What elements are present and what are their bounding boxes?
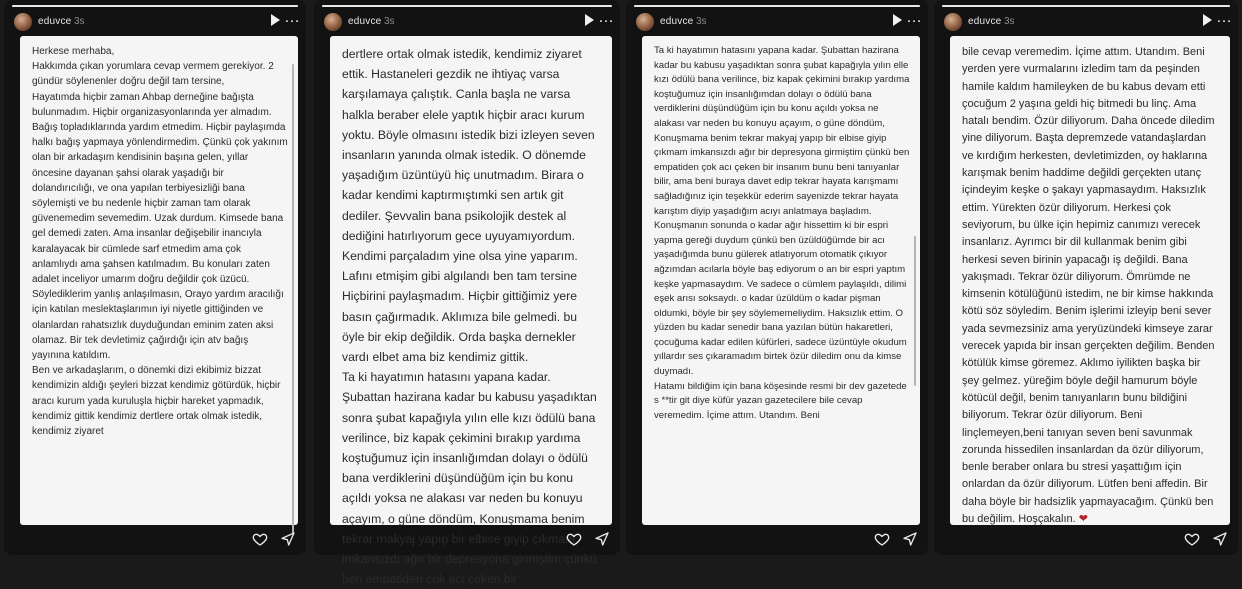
avatar[interactable] <box>636 13 654 31</box>
username[interactable]: eduvce <box>660 16 694 27</box>
story-text-card <box>642 36 920 525</box>
username[interactable]: eduvce <box>38 16 72 27</box>
play-icon[interactable] <box>893 14 902 26</box>
play-icon[interactable] <box>1203 14 1212 26</box>
story-time: 3s <box>74 16 85 27</box>
more-options-icon[interactable]: … <box>906 9 922 26</box>
heart-icon[interactable] <box>874 531 890 547</box>
red-heart-emoji: ❤ <box>1078 513 1089 526</box>
story-text: Herkese merhaba, Hakkımda çıkan yorumlara cevap vermem gerekiyor. 2 gündür söylenenler doğru değil tam tersine, Hayatımda hiçbir zaman Ahbap derneğine bağışta bulunmadım. Hiçbir organizasyonlarında yer almadım. Bağış topladıklarında yardım etmedim. Hiçbir paylaşımda halkı bağış yapmaya yönlendirmedim. Çünkü çok yakınım olan bir arkadaşım kendisinin başına gelen, yıllar öncesine dayanan şahsi olarak yaşadığı bir dolandırıcılığı, ve ona yapılan terbiyesizliği bana söylemişti ve bu nedenle hiçbir zaman tam olarak güvenemedim sevemedim. Uzak durdum. Kimsede bana gel demedi zaten. Ama insanlar değişebilir inancıyla karalayacak bir cümlede sarf etmedim ama çok anlamlıydı ama şahsen katılmadım. Bu konuları zaten adalet inceliyor umarım doğru değildir çok üzücü. Söylediklerim yanlış anlaşılmasın, Orayo yardım aracılığı için katılan meslektaşlarımın iyi niyetle gittiğinden ve olanlardan rahatsızlık duyduğundan eminim zaten aksi olamaz. Bir tek devletimiz çağırdığı için atv bağış yayınına katıldım. Ben ve arkadaşlarım, o dönemki dizi ekibimiz bizzat kendimizin aldığı şeyleri bizzat kendimiz götürdük, hiçbir aracı kurum yada kuruluşla hiçbir hareket yapmadık, kendimiz gittik kendimiz dertlere ortak olmak istedik, kendimiz ziyaret <box>32 46 288 438</box>
story-footer <box>252 531 296 547</box>
avatar[interactable] <box>944 13 962 31</box>
heart-icon[interactable] <box>1184 531 1200 547</box>
heart-icon[interactable] <box>566 531 582 547</box>
story-footer <box>566 531 610 547</box>
story-panel-3[interactable] <box>626 0 928 555</box>
story-time: 3s <box>384 16 395 27</box>
story-text-body: bile cevap veremedim. İçime attım. Utandım. Beni yerden yere vurmalarını izledim tam da peşinden hamile kaldım hamileyken de bu kabus devam etti çocuğum 2 yaşına geldi hiç bitmedi bu linç. Ama hatalı bendim. Özür diliyorum. Daha öncede diledim yine diliyorum. Başta depremzede vatandaşlardan ve kırdığım herkesten, devletimizden, oy haklarına karışmak benim haddime değildi gerçekten utanç içindeyim keşke o şakayı yapmasaydım. Haksızlık ettim. Yürekten özür diliyorum. Herkesi çok seviyorum, bu ülke için hepimiz canımızı verecek insanlarız. Ayrımcı bir dil kullanmak benim gibi herkesi seven birinin yapacağı iş değildi. Bana yakışmadı. Tekrar özür diliyorum. Ömrümde ne kimsenin kötülüğünü istedim, ne bir kimse hakkında kötü söz söyledim. Benim işlerimi izleyip beni sever yada sevmezsiniz ama yeryüzündeki kimseye zarar verecek yapıda bir insan gerçekten değilim. Benden kötülük kimse göremez. Aklımo iyilikten başka bir şey gelmez. yüreğim böyle değil hamurum böyle kötücül değil, benim tanıyanların bunu bildiğini biliyorum. Tekrar özür diliyorum. Beni linçlemeyen,beni tanıyan seven beni savunmak zorunda hissedilen insanlardan da özür diliyorum, benle beraber onlara bu stresi yaşattığım için onlardan da özür diliyorum. Lütfen beni affedin. Bir daha böyle bir hadsizlik yapmayacağım. Çünkü ben bu değilim. Hoşçakalın. <box>962 46 1215 526</box>
story-footer <box>874 531 918 547</box>
more-options-icon[interactable]: … <box>598 9 614 26</box>
story-time: 3s <box>696 16 707 27</box>
story-progress-bar <box>942 5 1230 7</box>
story-footer <box>1184 531 1228 547</box>
story-panel-4[interactable] <box>934 0 1238 555</box>
username[interactable]: eduvce <box>348 16 382 27</box>
story-panel-2[interactable] <box>314 0 620 587</box>
story-progress-bar <box>322 5 612 7</box>
story-progress-bar <box>634 5 920 7</box>
story-time: 3s <box>1004 16 1015 27</box>
play-icon[interactable] <box>585 14 594 26</box>
share-icon[interactable] <box>594 531 610 547</box>
share-icon[interactable] <box>1212 531 1228 547</box>
story-text-card <box>20 36 298 525</box>
story-text <box>950 36 1230 528</box>
story-text: Ta ki hayatımın hatasını yapana kadar. Şubattan hazirana kadar bu kabusu yaşadıktan sonra şubat kapağıyla yılın elle kızı ödülü bana verilince, biz kapak çekimini bırakıp yardıma koştuğumuz için insanlığımdan dolayı o ödülü bana verdiklerini düşündüğüm için bu konu açıldı yoksa ne alakası var neden bu konuyu açayım, o güne döndüm, Konuşmama benim tekrar makyaj yapıp bir elbise giyip çıkmam imkansızdı ağır bir depresyona girmiştim çünkü ben empatiden çok acı çeken bir insanım bunu beni tanıyanlar bilir, ama beni buraya davet edip tekrar hayata karışmamı sağladığınız için teşekkür ederim sayenizde tekrar hayata karıştım diyip yaşadığım acıyı anlatmaya başladım. Konuşmanın sonunda o kadar ağır hissettim ki bir espri yapma gereği duydum çünkü ben üzüldüğümde bir acı yaşadığımda bunu gülerek atlatıyorum otomatik çıkıyor ağzımdan acılarla böyle baş ediyorum o an bir espri yaptım keşke yapmasaydım. Ve sadece o cümlem paylaşıldı, dilimi eşek arısı soksaydı. o kadar üzüldüm o kadar pişman oldumki, böyle bir şey söylememeliydim. Haksızlık ettim. O yüzden bu kadar senedir bana yazılan bütün hakaretleri, çocuğuma kadar edilen küfürleri, sadece üzüntüyle okudum yıllardır ses çıkaramadım birtek özür diledim onu da kimse duymadı. Hatamı bildiğim için bana köşesinde resmi bir dev gazetede s **tir git diye küfür yazan gazetecilere bile cevap veremedim. İçime attım. Utandım. Beni <box>654 45 910 421</box>
avatar[interactable] <box>14 13 32 31</box>
share-icon[interactable] <box>902 531 918 547</box>
heart-icon[interactable] <box>252 531 268 547</box>
scrollbar <box>292 64 294 534</box>
play-icon[interactable] <box>271 14 280 26</box>
more-options-icon[interactable]: … <box>1216 9 1232 26</box>
story-text-card <box>330 36 612 587</box>
story-text-card <box>950 36 1230 525</box>
story-panel-1[interactable] <box>4 0 306 555</box>
more-options-icon[interactable]: … <box>284 9 300 26</box>
scrollbar <box>914 236 916 386</box>
username[interactable]: eduvce <box>968 16 1002 27</box>
share-icon[interactable] <box>280 531 296 547</box>
story-progress-bar <box>12 5 298 7</box>
story-text: dertlere ortak olmak istedik, kendimiz ziyaret ettik. Hastaneleri gezdik ne ihtiyaç varsa karşılamaya çalıştık. Canla başla ne varsa halkla beraber elele yaptık hiçbir aracı kurum yoktu. Böyle olmasını istedik bizi izleyen seven insanların yanında olmak istedik. O dönemde yaşadığım üzüntüyü hiç unutmadım. Birara o kadar kendimi kaptırmıştımki sen artık git dediler. Şevvalin bana psikolojik destek al dediğini hatırlıyorum gece uyuyamıyordum. Kendimi parçaladım yine olsa yine yaparım. Lafını etmişim gibi algılandı ben tam tersine Hiçbirini paylaşmadım. Hiçbir gittiğimiz yere basın çağırmadık. Aklımıza bile gelmedi. bu öyle bir ekip değildik. Orda başka dernekler vardı elbet ama biz kendimiz gittik. Ta ki hayatımın hatasını yapana kadar. Şubattan hazirana kadar bu kabusu yaşadıktan sonra şubat kapağıyla yılın elle kızı ödülü bana verilince, biz kapak çekimini bırakıp yardıma koştuğumuz için insanlığımdan dolayı o ödülü bana verdiklerini düşündüğüm için bu konu açıldı yoksa ne alakası var neden bu konuyu açayım, o güne döndüm, Konuşmama benim tekrar makyaj yapıp bir elbise giyip çıkmam imkansızdı ağır bir depresyona girmiştim çünkü ben empatiden çok acı çeken bir <box>342 47 597 587</box>
avatar[interactable] <box>324 13 342 31</box>
